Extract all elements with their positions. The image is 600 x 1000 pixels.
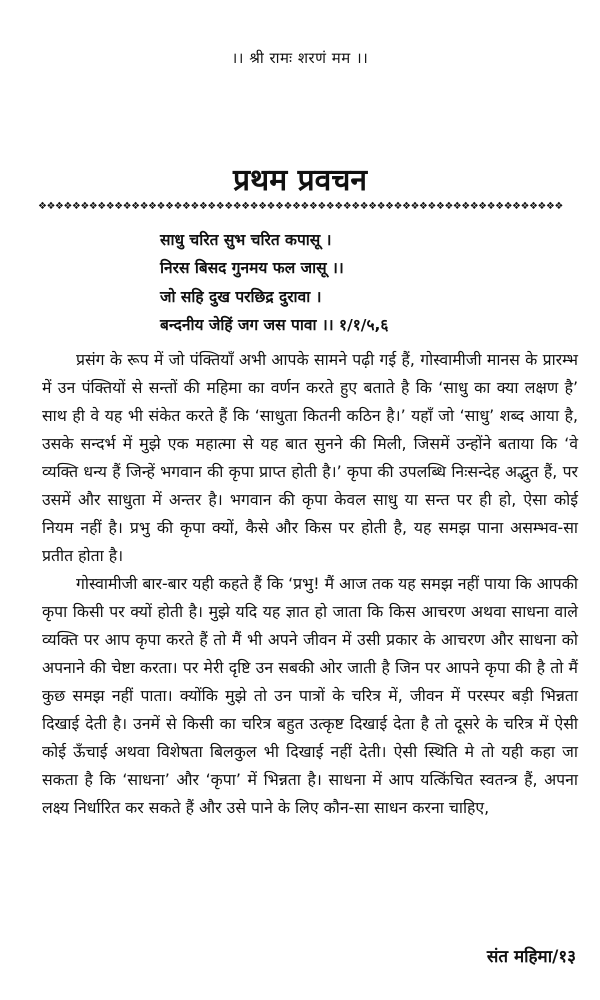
paragraph-2: गोस्वामीजी बार-बार यही कहते हैं कि ‘प्रभु! मैं आज तक यह समझ नहीं पाया कि आपकी कृपा किसी पर क्यों होती है। मुझे यदि यह ज्ञात हो जाता कि किस आचरण अथवा साधना वाले व्यक्ति पर आप कृपा करते हैं तो मैं भी अपने जीवन में उसी प्रकार के आचरण और साधना को अपनाने की चेष्टा करता। पर मेरी दृष्टि उन सबकी ओर जाती है जिन पर आपने कृपा की है तो मैं कुछ समझ नहीं पाता। क्योंकि मुझे तो उन पात्रों के चरित्र में, जीवन में परस्पर बड़ी भिन्नता दिखाई देती है। उनमें से किसी का चरित्र बहुत उत्कृष्ट दिखाई देता है तो दूसरे के चरित्र में ऐसी कोई ऊँचाई अथवा विशेषता बिलकुल भी दिखाई नहीं देती। ऐसी स्थिति मे तो यही कहा जा सकता है कि ‘साधना’ और ‘कृपा’ में भिन्नता है। साधना में आप यत्किंचित स्वतन्त्र हैं, अपना लक्ष्य निर्धारित कर सकते हैं और उसे पाने के लिए कौन-सा साधन करना चाहिए,	[42, 574, 578, 817]
verse-line-2: निरस बिसद गुनमय फल जासू ।।	[160, 259, 344, 277]
verse-line-1: साधु चरित सुभ चरित कपासू ।	[160, 231, 332, 249]
running-footer: संत महिमा/१३	[486, 947, 576, 967]
body-text	[42, 346, 578, 822]
invocation-header: ।। श्री रामः शरणं मम ।।	[231, 49, 369, 67]
verse-line-4: बन्दनीय जेहिं जग जस पावा ।। १/१/५,६	[160, 316, 389, 334]
chapter-title: प्रथम प्रवचन	[232, 163, 368, 198]
paragraph-1: प्रसंग के रूप में जो पंक्तियाँ अभी आपके सामने पढ़ी गई हैं, गोस्वामीजी मानस के प्रारम्भ में उन पंक्तियों से सन्तों की महिमा का वर्णन करते हुए बताते है कि ‘साधु का क्या लक्षण है’ साथ ही वे यह भी संकेत करते हैं कि ‘साधुता कितनी कठिन है।’ यहाँ जो ‘साधु’ शब्द आया है, उसके सन्दर्भ में मुझे एक महात्मा से यह बात सुनने की मिली, जिसमें उन्होंने बताया कि ‘वे व्यक्ति धन्य हैं जिन्हें भगवान की कृपा प्राप्त होती है।’ कृपा की उपलब्धि निःसन्देह अद्भुत हैं, पर उसमें और साधुता में अन्तर है। भगवान की कृपा केवल साधु या सन्त पर ही हो, ऐसा कोई नियम नहीं है। प्रभु की कृपा क्यों, कैसे और किस पर होती है, यह समझ पाना असम्भव-सा प्रतीत होता है।	[42, 350, 578, 565]
verse-line-3: जो सहि दुख परछिद्र दुरावा ।	[160, 288, 322, 306]
ornamental-divider: ❖❖❖❖❖❖❖❖❖❖❖❖❖❖❖❖❖❖❖❖❖❖❖❖❖❖❖❖❖❖❖❖❖❖❖❖❖❖❖❖❖❖❖❖❖❖❖❖❖❖❖❖❖❖❖❖❖❖❖❖❖❖	[38, 201, 563, 212]
